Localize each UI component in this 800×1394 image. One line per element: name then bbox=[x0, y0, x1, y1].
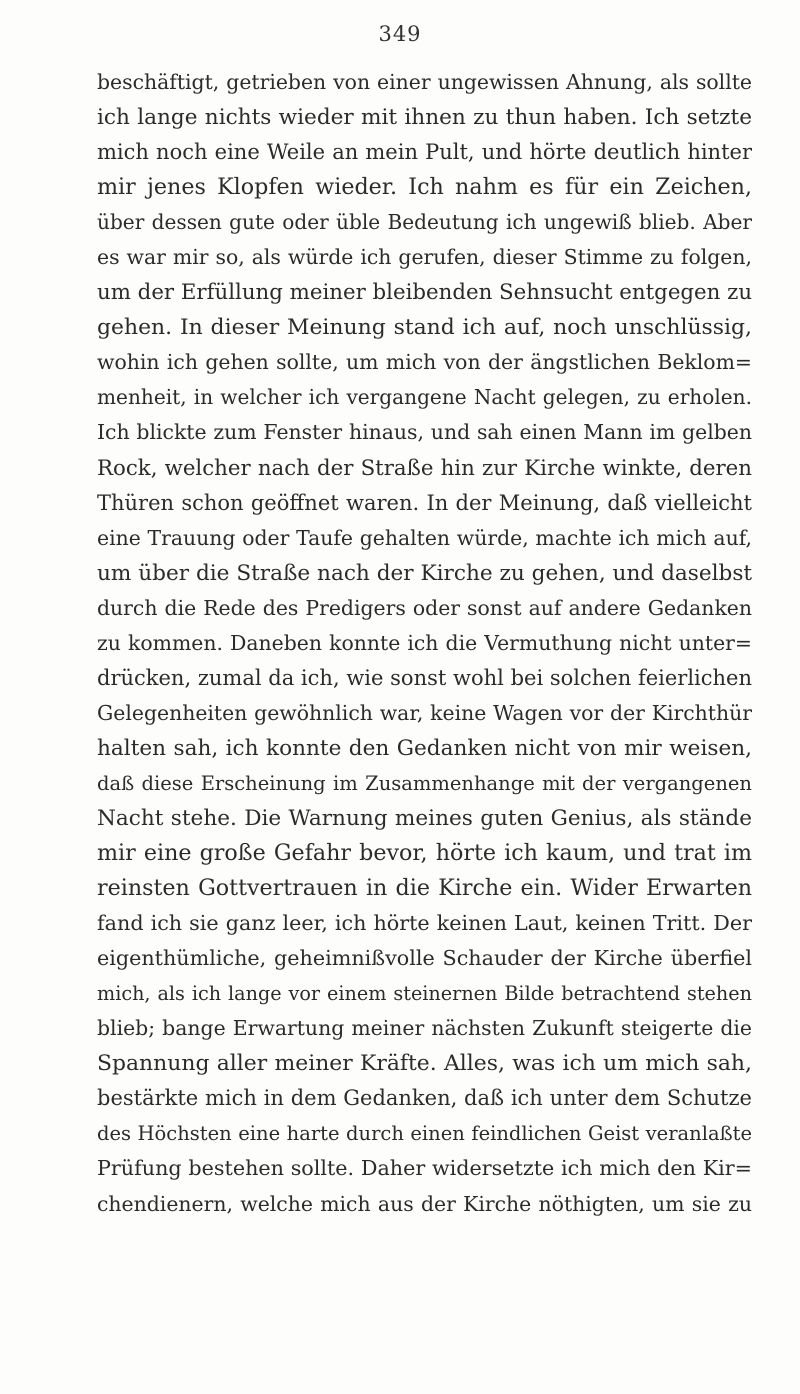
text-line: reinsten Gottvertrauen in die Kirche ein. Wider Erwarten bbox=[97, 875, 752, 902]
text-line: Ich blickte zum Fenster hinaus, und sah einen Mann im gelben bbox=[97, 420, 752, 445]
text-line: wohin ich gehen sollte, um mich von der ängstlichen Beklom= bbox=[97, 350, 752, 375]
text-line: Nacht stehe. Die Warnung meines guten Genius, als stände bbox=[97, 805, 752, 831]
text-line: menheit, in welcher ich vergangene Nacht gelegen, zu erholen. bbox=[97, 385, 752, 410]
text-line: Spannung aller meiner Kräfte. Alles, was ich um mich sah, bbox=[97, 1051, 752, 1077]
text-line: bestärkte mich in dem Gedanken, daß ich unter dem Schutze bbox=[97, 1086, 752, 1111]
text-line: zu kommen. Daneben konnte ich die Vermuthung nicht unter= bbox=[97, 630, 752, 655]
text-line: um der Erfüllung meiner bleibenden Sehnsucht entgegen zu bbox=[97, 280, 752, 306]
text-line: Gelegenheiten gewöhnlich war, keine Wagen vor der Kirchthür bbox=[97, 700, 752, 725]
text-line: durch die Rede des Predigers oder sonst auf andere Gedanken bbox=[97, 595, 752, 620]
text-line: ich lange nichts wieder mit ihnen zu thun haben. Ich setzte bbox=[97, 105, 752, 131]
text-line: mich, als ich lange vor einem steinernen Bilde betrachtend stehen bbox=[97, 982, 752, 1006]
text-line: Prüfung bestehen sollte. Daher widersetzte ich mich den Kir= bbox=[97, 1156, 752, 1181]
text-line: eine Trauung oder Taufe gehalten würde, machte ich mich auf, bbox=[97, 525, 752, 550]
text-line: beschäftigt, getrieben von einer ungewissen Ahnung, als sollte bbox=[97, 70, 752, 94]
text-line: es war mir so, als würde ich gerufen, dieser Stimme zu folgen, bbox=[97, 245, 752, 270]
page-number: 349 bbox=[378, 22, 422, 46]
text-line: daß diese Erscheinung im Zusammenhange mit der vergangenen bbox=[97, 771, 752, 795]
text-line: mich noch eine Weile an mein Pult, und hörte deutlich hinter bbox=[97, 140, 752, 165]
text-line: blieb; bange Erwartung meiner nächsten Zukunft steigerte die bbox=[97, 1016, 752, 1041]
text-line: Rock, welcher nach der Straße hin zur Kirche winkte, deren bbox=[97, 455, 752, 481]
text-line: des Höchsten eine harte durch einen feindlichen Geist veranlaßte bbox=[97, 1122, 752, 1146]
text-line: halten sah, ich konnte den Gedanken nicht von mir weisen, bbox=[97, 735, 752, 761]
text-line: Thüren schon geöffnet waren. In der Meinung, daß vielleicht bbox=[97, 490, 752, 515]
text-line: eigenthümliche, geheimnißvolle Schauder der Kirche überfiel bbox=[97, 946, 752, 971]
text-line: über dessen gute oder üble Bedeutung ich ungewiß blieb. Aber bbox=[97, 210, 752, 235]
text-line: chendienern, welche mich aus der Kirche nöthigten, um sie zu bbox=[97, 1191, 752, 1216]
text-line: drücken, zumal da ich, wie sonst wohl bei solchen feierlichen bbox=[97, 665, 752, 690]
body-text bbox=[97, 65, 752, 1222]
text-line: gehen. In dieser Meinung stand ich auf, noch unschlüssig, bbox=[97, 315, 752, 341]
text-line: mir eine große Gefahr bevor, hörte ich kaum, und trat im bbox=[97, 840, 752, 867]
text-line: fand ich sie ganz leer, ich hörte keinen Laut, keinen Tritt. Der bbox=[97, 911, 752, 936]
text-line: mir jenes Klopfen wieder. Ich nahm es für ein Zeichen, bbox=[97, 174, 752, 201]
text-line: um über die Straße nach der Kirche zu gehen, und daselbst bbox=[97, 560, 752, 586]
